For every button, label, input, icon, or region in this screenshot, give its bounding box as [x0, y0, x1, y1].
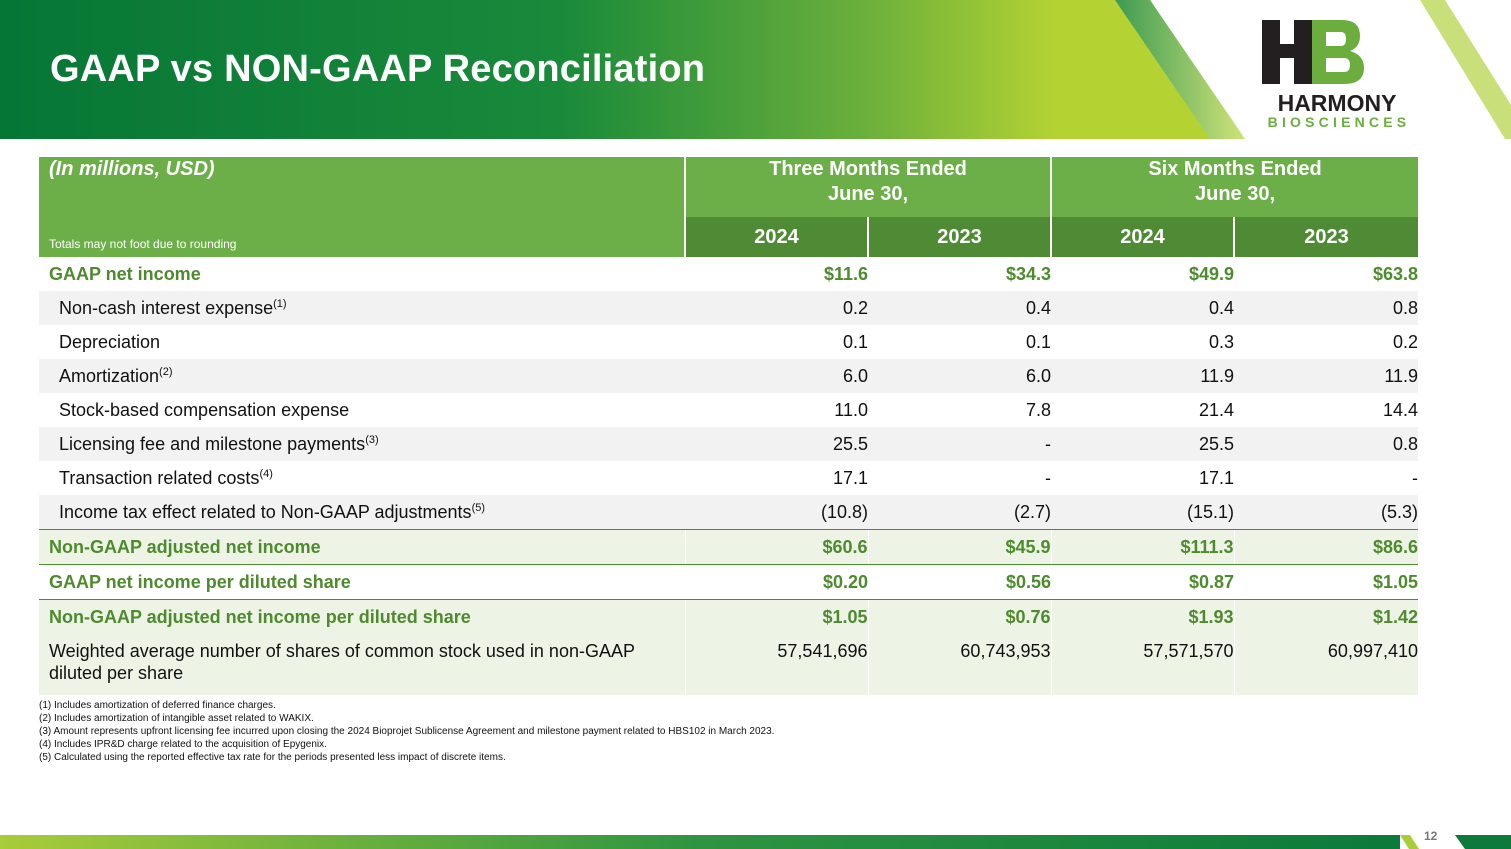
row-value: $1.93 — [1051, 600, 1234, 635]
row-label-text: Transaction related costs — [59, 467, 260, 488]
row-value: (10.8) — [685, 495, 868, 530]
row-value: $45.9 — [868, 530, 1051, 565]
table-row — [39, 634, 1418, 695]
table-row — [39, 393, 1418, 427]
row-value: 6.0 — [868, 359, 1051, 393]
row-label — [39, 393, 685, 427]
group-header-three-months — [685, 157, 1051, 217]
row-value: $63.8 — [1372, 263, 1419, 284]
table-row — [39, 325, 1418, 359]
row-value: $0.20 — [685, 565, 868, 600]
row-label-text: Non-GAAP adjusted net income per diluted share — [49, 606, 471, 627]
row-value: 21.4 — [1198, 399, 1235, 420]
row-label — [39, 427, 685, 461]
logo-subtitle: BIOSCIENCES — [1267, 114, 1411, 130]
row-value: 60,743,953 — [868, 634, 1051, 695]
row-value: 25.5 — [1051, 427, 1234, 461]
table-row — [39, 461, 1418, 495]
row-value: 17.1 — [832, 467, 868, 488]
row-value: - — [1412, 467, 1419, 488]
row-label — [39, 257, 685, 291]
row-value: 6.0 — [685, 359, 868, 393]
footnote: (5) Calculated using the reported effective tax rate for the periods presented less impact of discrete items. — [39, 752, 506, 763]
table-row — [39, 565, 1418, 600]
row-value: $1.05 — [1234, 565, 1418, 600]
page-number: 12 — [1424, 829, 1438, 843]
group-header-line1: Three Months Ended — [769, 158, 967, 180]
footnote: (1) Includes amortization of deferred finance charges. — [39, 700, 276, 711]
logo-name: HARMONY — [1277, 90, 1397, 116]
row-value: 14.4 — [1382, 399, 1419, 420]
row-label — [39, 634, 685, 695]
row-label — [39, 461, 685, 495]
footnote: (4) Includes IPR&D charge related to the acquisition of Epygenix. — [39, 739, 327, 750]
row-label-text: Non-GAAP adjusted net income — [49, 536, 321, 557]
row-value: $0.76 — [868, 600, 1051, 635]
row-value: 11.9 — [1051, 359, 1234, 393]
row-value: (2.7) — [868, 495, 1051, 530]
table-row — [39, 427, 1418, 461]
row-value: 0.1 — [1025, 331, 1052, 352]
footnotes — [39, 699, 774, 764]
row-label-text: Licensing fee and milestone payments — [59, 433, 366, 454]
footnote-ref: (3) — [365, 433, 379, 446]
row-value: 0.4 — [1051, 291, 1234, 325]
row-value: $1.42 — [1234, 600, 1418, 635]
header-banner — [0, 0, 1511, 139]
row-value: (5.3) — [1234, 495, 1418, 530]
units-label: (In millions, USD) — [39, 157, 685, 217]
footnote-ref: (4) — [259, 467, 273, 480]
row-label — [39, 565, 685, 600]
row-value: $111.3 — [1051, 530, 1234, 565]
row-value: 57,541,696 — [685, 634, 868, 695]
row-label-text: Amortization — [59, 365, 160, 386]
footnote: (2) Includes amortization of intangible asset related to WAKIX. — [39, 713, 314, 724]
row-value: $86.6 — [1234, 530, 1418, 565]
row-label — [39, 600, 685, 635]
row-value: - — [1045, 467, 1052, 488]
row-value: 0.3 — [1208, 331, 1235, 352]
row-value: 0.8 — [1234, 427, 1418, 461]
row-value: 57,571,570 — [1051, 634, 1234, 695]
row-value: $1.05 — [685, 600, 868, 635]
row-value: 0.4 — [868, 291, 1051, 325]
row-label-text: Income tax effect related to Non-GAAP adjustments — [59, 501, 472, 522]
row-value: $11.6 — [823, 263, 868, 284]
reconciliation-table — [39, 157, 1418, 695]
footer-bar — [0, 835, 1511, 849]
row-value: 0.2 — [1392, 331, 1419, 352]
group-header-six-months — [1051, 157, 1418, 217]
group-header-line1: Six Months Ended — [1148, 158, 1322, 180]
row-label-text: Depreciation — [59, 331, 161, 352]
year-header: 2024 — [1051, 217, 1234, 257]
row-value: $34.3 — [1005, 263, 1052, 284]
year-header: 2023 — [868, 217, 1051, 257]
table-row — [39, 530, 1418, 565]
footer-background — [0, 835, 1511, 849]
row-value: 0.1 — [842, 331, 868, 352]
table-row — [39, 257, 1418, 291]
row-label — [39, 530, 685, 565]
row-value: (15.1) — [1051, 495, 1234, 530]
row-value: 60,997,410 — [1234, 634, 1418, 695]
footnote: (3) Amount represents upfront licensing fee incurred upon closing the 2024 Bioprojet Sublicense Agreement and milestone payment related to HBS102 in March 2023. — [39, 726, 775, 737]
row-value: 17.1 — [1198, 467, 1235, 488]
year-header: 2024 — [685, 217, 868, 257]
page-title: GAAP vs NON-GAAP Reconciliation — [50, 48, 706, 90]
year-header: 2023 — [1234, 217, 1418, 257]
hb-logo-mark-icon — [1262, 18, 1366, 86]
row-label — [39, 325, 685, 359]
table-row — [39, 600, 1418, 635]
footnote-ref: (2) — [159, 365, 173, 378]
row-value: 7.8 — [1025, 399, 1052, 420]
row-value: 11.0 — [834, 399, 868, 420]
row-label — [39, 359, 685, 393]
row-value: 0.2 — [685, 291, 868, 325]
harmony-logo — [1262, 18, 1412, 133]
row-label — [39, 291, 685, 325]
row-value: 11.9 — [1234, 359, 1418, 393]
row-value: $60.6 — [685, 530, 868, 565]
table-row — [39, 495, 1418, 530]
row-label-text: GAAP net income — [49, 263, 201, 284]
rounding-note: Totals may not foot due to rounding — [39, 217, 685, 257]
row-label-text: Stock-based compensation expense — [59, 399, 350, 420]
footnote-ref: (1) — [273, 297, 287, 310]
group-header-line2: June 30, — [827, 183, 909, 205]
row-value: - — [868, 427, 1051, 461]
table-row — [39, 291, 1418, 325]
footnote-ref: (5) — [471, 501, 486, 514]
row-value: 0.8 — [1234, 291, 1418, 325]
row-label-text: Non-cash interest expense — [59, 297, 274, 318]
row-label-text: GAAP net income per diluted share — [49, 571, 351, 592]
row-value: 25.5 — [685, 427, 868, 461]
row-value: $0.56 — [868, 565, 1051, 600]
table-row — [39, 359, 1418, 393]
row-label — [39, 495, 685, 530]
row-value: $0.87 — [1051, 565, 1234, 600]
row-value: $49.9 — [1188, 263, 1235, 284]
group-header-line2: June 30, — [1194, 183, 1276, 205]
row-label-text: Weighted average number of shares of common stock used in non-GAAP diluted per share — [49, 641, 635, 683]
